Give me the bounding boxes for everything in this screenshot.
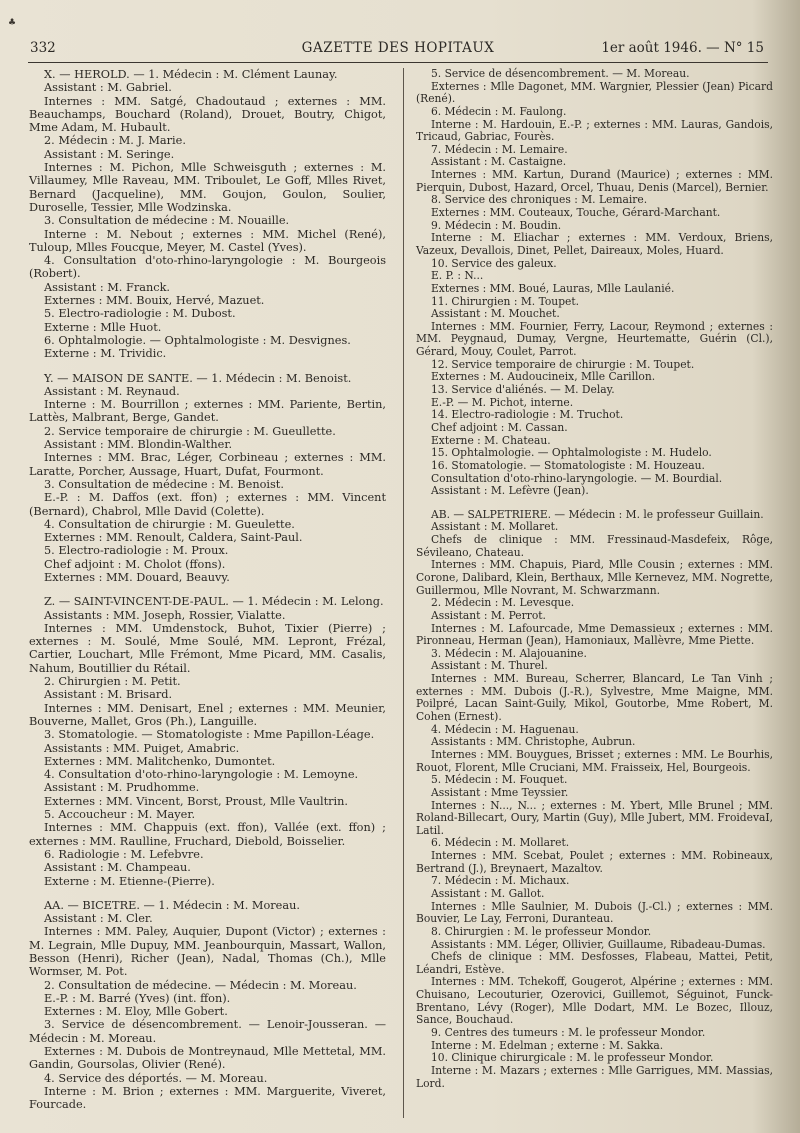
- staff-entry: 16. Stomatologie. — Stomatologiste : M. Houzeau.: [431, 458, 705, 472]
- staff-entry: Assistant : M. Mollaret.: [431, 520, 559, 534]
- staff-entry: 5. Service de désencombrement. — M. Moreau.: [431, 67, 690, 80]
- staff-entry: Chef adjoint : M. Cassan.: [431, 420, 568, 434]
- service-heading: Z. — SAINT-VINCENT-DE-PAUL. — 1. Médecin : M. Lelong.: [44, 595, 384, 609]
- staff-entry: Assistants : MM. Léger, Ollivier, Guillaume, Ribadeau-Dumas.: [431, 937, 766, 951]
- staff-entry: Internes : Mlle Saulnier, M. Dubois (J.-Cl.) ; externes : MM. Bouvier, Le Lay, Ferroni, Duranteau.: [416, 899, 773, 926]
- staff-entry: 3. Consultation de médecine : M. Nouaille.: [44, 214, 290, 228]
- staff-entry: Assistants : MM. Christophe, Aubrun.: [431, 735, 636, 749]
- staff-entry: Internes : MM. Kartun, Durand (Maurice) ; externes : MM. Pierquin, Dubost, Hazard, Orcel, Thuau, Denis (Marcel), Bernier.: [416, 168, 773, 194]
- staff-entry: Internes : MM. Scebat, Poulet ; externes : MM. Robineaux, Bertrand (J.), Breynaert, Mazaltov.: [416, 849, 773, 875]
- service-heading: AB. — SALPETRIERE. — Médecin : M. le professeur Guillain.: [431, 507, 764, 521]
- staff-entry: Externes : Mlle Dagonet, MM. Wargnier, Plessier (Jean) Picard (René).: [416, 79, 773, 106]
- staff-entry: Internes : M. Lafourcade, Mme Demassieux ; externes : MM. Pironneau, Herman (Jean), Hamoniaux, Mallèvre, Mme Piette.: [416, 621, 773, 648]
- staff-entry: Assistant : M. Franck.: [44, 280, 171, 294]
- staff-entry: Internes : MM. Satgé, Chadoutaud ; externes : MM. Beauchamps, Bouchard (Roland), Drouet, Boutry, Chigot, Mme Adam, M. Hubault.: [29, 94, 386, 135]
- staff-entry: Externes : M. Eloy, Mlle Gobert.: [44, 1005, 228, 1019]
- staff-entry: 2. Consultation de médecine. — Médecin : M. Moreau.: [44, 978, 357, 992]
- staff-entry: 4. Consultation d'oto-rhino-laryngologie : M. Bourgeois (Robert).: [29, 254, 386, 281]
- staff-entry: E.-P. : M. Barré (Yves) (int. ffon).: [44, 991, 231, 1005]
- staff-entry: Internes : MM. Fournier, Ferry, Lacour, Reymond ; externes : MM. Peygnaud, Dumay, Vergne, Heurtematte, Guérin (Cl.), Gérard, Mouy, Coulet, Parrot.: [416, 319, 773, 359]
- staff-entry: 14. Electro-radiologie : M. Truchot.: [431, 408, 624, 422]
- staff-entry: Chef adjoint : M. Cholot (ffons).: [44, 557, 226, 571]
- staff-entry: Internes : MM. Paley, Auquier, Dupont (Victor) ; externes : M. Legrain, Mlle Dupuy, MM. Jeanbourquin, Massart, Wallon, Besson (Henri), Richer (Jean), Nadal, Thomas (Ch.), Mlle Wormser, M. Pot.: [29, 925, 386, 979]
- staff-entry: Interne : M. Hardouin, E.-P. ; externes : MM. Lauras, Gandois, Tricaud, Gabriac, Fourès.: [416, 117, 773, 144]
- staff-entry: Assistant : M. Reynaud.: [44, 384, 180, 398]
- section-gap: [29, 888, 386, 899]
- staff-entry: Assistant : M. Thurel.: [431, 659, 548, 673]
- staff-entry: 11. Chirurgien : M. Toupet.: [431, 294, 580, 308]
- staff-entry: Externes : MM. Douard, Beauvy.: [44, 570, 230, 584]
- staff-entry: 5. Electro-radiologie : M. Proux.: [44, 544, 229, 558]
- staff-entry: 2. Médecin : M. J. Marie.: [44, 134, 186, 148]
- staff-entry: Externe : M. Etienne-(Pierre).: [44, 874, 215, 888]
- staff-entry: 6. Radiologie : M. Lefebvre.: [44, 847, 204, 861]
- staff-entry: E. P. : N...: [431, 269, 484, 283]
- staff-entry: Assistants : MM. Joseph, Rossier, Vialatte.: [44, 608, 286, 622]
- staff-entry: Internes : MM. Denisart, Enel ; externes : MM. Meunier, Bouverne, Mallet, Gros (Ph.), Languille.: [29, 701, 386, 728]
- staff-entry: Internes : MM. Tchekoff, Gougerot, Alpérine ; externes : MM. Chuisano, Lecouturier, Ozerovici, Guillemot, Séguinot, Funck-Brentano, Lévy (Roger), Mlle Dodart, MM. Le Bozec, Illouz, Sance, Bouchaud.: [416, 975, 773, 1027]
- staff-entry: Externe : M. Trividic.: [44, 347, 167, 361]
- staff-entry: Chefs de clinique : MM. Fressinaud-Masdefeix, Rôge, Sévileano, Chateau.: [416, 533, 773, 559]
- journal-title: GAZETTE DES HOPITAUX: [301, 40, 495, 56]
- staff-entry: 6. Médecin : M. Faulong.: [431, 104, 567, 118]
- staff-entry: Internes : MM. Chappuis (ext. ffon), Vallée (ext. ffon) ; externes : MM. Raulline, Fruchard, Diebold, Boisselier.: [29, 821, 386, 848]
- staff-entry: Interne : M. Bourrillon ; externes : MM. Pariente, Bertin, Lattès, Malbrant, Berge, Gandet.: [29, 398, 386, 425]
- staff-entry: Externes : MM. Renoult, Caldera, Saint-Paul.: [44, 531, 303, 545]
- staff-entry: 7. Médecin : M. Michaux.: [431, 874, 570, 888]
- section-gap: [29, 584, 386, 595]
- left-column: [29, 68, 386, 1112]
- column-divider: [403, 68, 404, 1118]
- staff-entry: 9. Médecin : M. Boudin.: [431, 218, 562, 232]
- staff-entry: Externes : MM. Vincent, Borst, Proust, Mlle Vaultrin.: [44, 794, 349, 808]
- staff-entry: Internes : MM. Bouygues, Brisset ; externes : MM. Le Bourhis, Rouot, Florent, Mlle Cruciani, MM. Fraisseix, Hel, Bourgeois.: [416, 747, 773, 774]
- staff-entry: 4. Consultation d'oto-rhino-laryngologie : M. Lemoyne.: [44, 768, 359, 782]
- staff-entry: 4. Service des déportés. — M. Moreau.: [44, 1071, 268, 1085]
- staff-entry: Internes : MM. Bureau, Scherrer, Blancard, Le Tan Vinh ; externes : MM. Dubois (J.-R.), Sylvestre, Mme Maigne, MM. Poilpré, Lacan Saint-Guily, Mikol, Goutorbe, Mme Robert, M. Cohen (Ernest).: [416, 672, 773, 724]
- staff-entry: 12. Service temporaire de chirurgie : M. Toupet.: [431, 357, 695, 371]
- staff-entry: Chefs de clinique : MM. Desfosses, Flabeau, Mattei, Petit, Léandri, Estève.: [416, 950, 773, 976]
- staff-entry: Interne : M. Eliachar ; externes : MM. Verdoux, Briens, Vazeux, Devallois, Dinet, Pellet, Daireaux, Moles, Huard.: [416, 231, 773, 257]
- staff-entry: 6. Médecin : M. Mollaret.: [431, 836, 570, 850]
- staff-entry: Interne : M. Nebout ; externes : MM. Michel (René), Tuloup, Mlles Foucque, Meyer, M. Castel (Yves).: [29, 227, 386, 254]
- staff-entry: Externes : MM. Bouix, Hervé, Mazuet.: [44, 294, 265, 308]
- staff-entry: 10. Service des galeux.: [431, 256, 557, 270]
- staff-entry: Interne : M. Mazars ; externes : Mlle Garrigues, MM. Massias, Lord.: [416, 1063, 773, 1090]
- staff-entry: E.-P. : M. Daffos (ext. ffon) ; externes : MM. Vincent (Bernard), Chabrol, Mlle David (Colette).: [29, 491, 386, 518]
- issue-date: 1er août 1946. — N° 15: [601, 40, 764, 56]
- staff-entry: Externes : M. Dubois de Montreynaud, Mlle Mettetal, MM. Gandin, Goursolas, Olivier (René).: [29, 1045, 386, 1072]
- staff-entry: Interne : M. Edelman ; externe : M. Sakka.: [431, 1038, 664, 1052]
- staff-entry: 4. Médecin : M. Haguenau.: [431, 722, 579, 736]
- right-column: [416, 68, 773, 1090]
- staff-entry: Assistant : M. Gallot.: [431, 887, 545, 900]
- staff-entry: 3. Médecin : M. Alajouanine.: [431, 646, 587, 660]
- staff-entry: 5. Accoucheur : M. Mayer.: [44, 808, 196, 822]
- service-heading: Y. — MAISON DE SANTE. — 1. Médecin : M. Benoist.: [44, 371, 352, 385]
- staff-entry: 10. Clinique chirurgicale : M. le professeur Mondor.: [431, 1051, 714, 1065]
- staff-entry: Assistant : M. Brisard.: [44, 688, 173, 702]
- staff-entry: 13. Service d'aliénés. — M. Delay.: [431, 383, 615, 397]
- staff-entry: Assistant : M. Prudhomme.: [44, 781, 200, 795]
- staff-entry: 3. Consultation de médecine : M. Benoist.: [44, 477, 284, 491]
- staff-entry: Assistant : MM. Blondin-Walther.: [44, 438, 233, 452]
- section-gap: [29, 361, 386, 372]
- staff-entry: Assistants : MM. Puiget, Amabric.: [44, 741, 240, 755]
- staff-entry: 6. Ophtalmologie. — Ophtalmologiste : M. Desvignes.: [44, 333, 351, 347]
- page-header: [28, 40, 768, 63]
- staff-entry: Assistant : M. Castaigne.: [431, 155, 567, 169]
- staff-entry: Internes : M. Pichon, Mlle Schweisguth ; externes : M. Villaumey, Mlle Raveau, MM. Triboulet, Le Goff, Mlles Rivet, Bernard (Jacqueline), MM. Goujon, Goulon, Soulier, Duroselle, Tessier, Mlle Wodzinska.: [29, 161, 386, 214]
- staff-entry: Externe : M. Chateau.: [431, 433, 551, 447]
- staff-entry: Assistant : Mme Teyssier.: [431, 785, 569, 799]
- staff-entry: Internes : MM. Umdenstock, Buhot, Tixier (Pierre) ; externes : M. Soulé, Mme Soulé, MM. Lepront, Frézal, Cartier, Louchart, Mlle Frémont, Mme Picard, MM. Casalis, Nahum, Boutillier du Rétail.: [29, 621, 386, 675]
- staff-entry: Assistant : M. Gabriel.: [44, 81, 172, 95]
- staff-entry: Assistant : M. Seringe.: [44, 147, 175, 161]
- staff-entry: E.-P. — M. Pichot, interne.: [431, 395, 574, 409]
- corner-mark: ♣: [8, 18, 17, 28]
- staff-entry: Consultation d'oto-rhino-laryngologie. — M. Bourdial.: [431, 471, 723, 485]
- staff-entry: Assistant : M. Lefèvre (Jean).: [431, 484, 589, 498]
- staff-entry: 5. Médecin : M. Fouquet.: [431, 773, 568, 787]
- staff-entry: 5. Electro-radiologie : M. Dubost.: [44, 307, 236, 321]
- staff-entry: 2. Médecin : M. Levesque.: [431, 596, 575, 610]
- staff-entry: 15. Ophtalmologie. — Ophtalmologiste : M. Hudelo.: [431, 446, 712, 460]
- staff-entry: Externe : Mlle Huot.: [44, 320, 162, 334]
- service-heading: AA. — BICETRE. — 1. Médecin : M. Moreau.: [44, 898, 300, 912]
- staff-entry: Assistant : M. Champeau.: [44, 861, 191, 875]
- page-number: 332: [30, 40, 56, 56]
- staff-entry: Externes : M. Audoucineix, Mlle Carillon.: [431, 370, 656, 384]
- staff-entry: 4. Consultation de chirurgie : M. Gueulette.: [44, 517, 295, 531]
- staff-entry: 8. Service des chroniques : M. Lemaire.: [431, 193, 648, 207]
- staff-entry: 3. Service de désencombrement. — Lenoir-Jousseran. — Médecin : M. Moreau.: [29, 1018, 386, 1045]
- staff-entry: Internes : N..., N... ; externes : M. Ybert, Mlle Brunel ; MM. Roland-Billecart, Oury, Martin (Guy), Mlle Jubert, MM. FroidevaI, Latil.: [416, 798, 773, 837]
- staff-entry: 2. Service temporaire de chirurgie : M. Gueullette.: [44, 424, 336, 438]
- staff-entry: Assistant : M. Perrot.: [431, 608, 546, 622]
- staff-entry: 3. Stomatologie. — Stomatologiste : Mme Papillon-Léage.: [44, 728, 375, 742]
- service-heading: X. — HEROLD. — 1. Médecin : M. Clément Launay.: [44, 68, 338, 81]
- staff-entry: 7. Médecin : M. Lemaire.: [431, 142, 568, 156]
- staff-entry: Externes : MM. Couteaux, Touche, Gérard-Marchant.: [431, 206, 721, 220]
- staff-entry: Interne : M. Brion ; externes : MM. Marguerite, Viveret, Fourcade.: [29, 1084, 386, 1112]
- staff-entry: Assistant : M. Cler.: [44, 912, 153, 926]
- staff-entry: Assistant : M. Mouchet.: [431, 307, 560, 321]
- staff-entry: Externes : MM. Malitchenko, Dumontet.: [44, 754, 276, 768]
- staff-entry: Internes : MM. Chapuis, Piard, Mlle Cousin ; externes : MM. Corone, Dalibard, Klein, Berthaux, Mlle Kernevez, MM. Nogrette, Guillermou, Mlle Novrant, M. Schwarzmann.: [416, 558, 773, 597]
- staff-entry: 9. Centres des tumeurs : M. le professeur Mondor.: [431, 1026, 706, 1040]
- staff-entry: 2. Chirurgien : M. Petit.: [44, 675, 181, 689]
- staff-entry: Externes : MM. Boué, Lauras, Mlle Laulanié.: [431, 281, 675, 295]
- staff-entry: Internes : MM. Brac, Léger, Corbineau ; externes : MM. Laratte, Porcher, Aussage, Huart, Dufat, Fourmont.: [29, 451, 386, 478]
- staff-entry: 8. Chirurgien : M. le professeur Mondor.: [431, 924, 652, 938]
